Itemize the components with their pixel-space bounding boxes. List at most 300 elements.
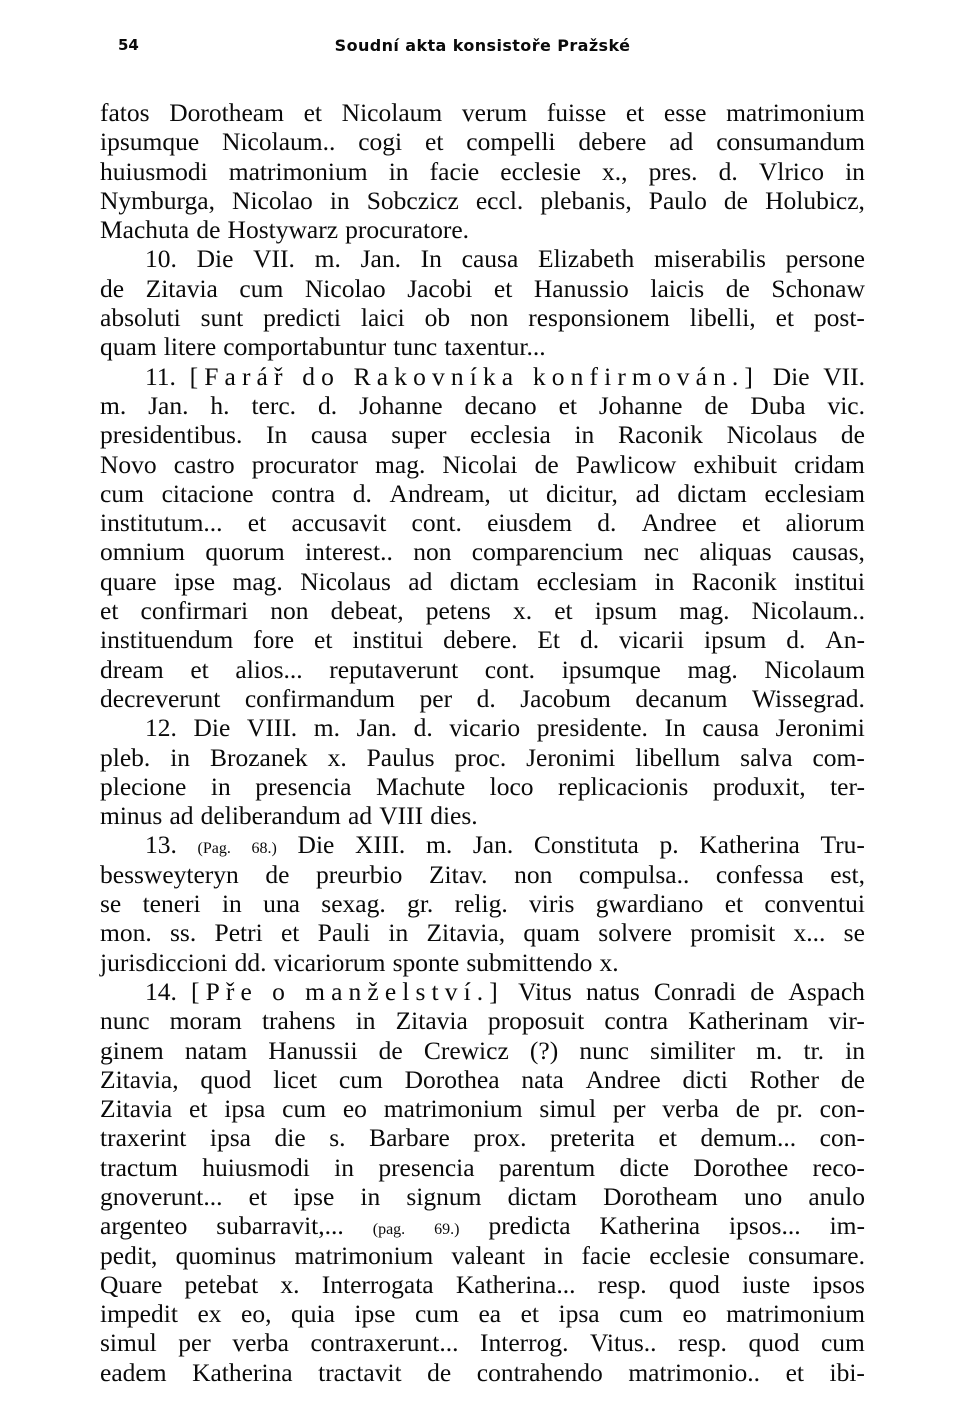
text-line [100,215,865,244]
word: Vitus.. [590,1328,657,1358]
word: confessa [715,859,804,889]
word: Hanussio [533,273,629,303]
word: persone [785,244,865,274]
word: Vitus [518,976,572,1006]
word: mag. [375,449,426,479]
word: jurisdiccioni [100,947,228,977]
text-line [100,274,865,303]
word: d. [786,625,806,655]
word: moram [169,1006,242,1036]
word: presidentibus. [100,420,243,450]
word: simul [100,1328,157,1358]
word: d. [352,478,372,508]
word: pres. [648,156,698,186]
word: plecione [100,771,187,801]
word: institui [352,625,424,655]
word: tr. [803,1035,824,1065]
word: m. [100,390,127,420]
word: m. [425,830,453,860]
word: gnoverunt... [100,1181,223,1211]
word: eo, [241,1299,272,1329]
page-number: 54 [118,36,139,54]
word: verba [662,1094,719,1124]
word: [Pře [191,976,258,1006]
word: ad [669,127,694,157]
word: Jan. [356,713,397,743]
word: ecclesia [470,420,551,450]
word: de [840,1064,865,1094]
word: matrimonium [726,1299,865,1329]
word: eadem [100,1357,167,1387]
word: proc. [454,742,507,772]
word: ad [635,478,660,508]
word: Pauli [317,918,371,948]
word: VIII. [246,713,298,743]
word: ipsa [558,1299,600,1329]
word: 13. [145,830,177,860]
word: argenteo [100,1211,188,1241]
word: in [574,420,595,450]
word: Nicolaum.. [751,596,865,626]
word: omnium [100,537,186,567]
word: alios... [235,654,303,684]
word: et [625,98,645,127]
text-line [100,948,865,977]
text-line [100,1182,865,1211]
word: mag. [679,596,730,626]
word: et [189,1094,208,1124]
word: dicte [619,1152,670,1182]
word: causas, [791,537,865,567]
word: con- [819,1094,865,1124]
word: Andree [641,508,717,538]
word: causa [702,713,760,743]
word: petens [425,596,491,626]
word: et [425,127,444,157]
word: ipsumque [561,654,661,684]
word: verum [461,98,528,127]
word: reputaverunt [329,654,459,684]
word: dictam [677,478,747,508]
word: vicario [449,713,521,743]
word: ecclesiam [536,566,638,596]
word: conventui [764,889,865,919]
text-line [100,1123,865,1152]
word: Brozanek [209,742,308,772]
word: anulo [808,1181,865,1211]
word: com- [812,742,865,772]
word: Zitavia, [100,1064,179,1094]
word: laici [360,303,405,333]
word: vir- [828,1006,865,1036]
word: Nicolai [442,449,518,479]
word: de [704,390,729,420]
word: Interrogata [321,1269,434,1299]
word: Paulus [366,742,435,772]
word: Dorotheam [169,98,284,127]
word: cum [100,478,144,508]
word: Die [193,713,231,743]
word: laicis [650,273,705,303]
word: ipsum [704,625,767,655]
word: In [420,244,442,274]
word: dicitur, [546,478,618,508]
word: ut [508,478,529,508]
word: VIII [379,801,424,831]
word: ad [169,801,194,831]
word: 68.) [251,840,277,858]
word: trahens [261,1006,336,1036]
word: gr. [407,889,434,919]
text-line [100,1299,865,1328]
word: quia [291,1299,335,1329]
word: et [280,918,300,948]
word: Die [772,361,810,391]
word: manželství.] [305,976,504,1006]
word: taxentur... [444,332,546,362]
word: uno [743,1181,783,1211]
word: et [248,1181,268,1211]
word: tractavit [318,1357,402,1387]
word: contraxerunt... [310,1328,459,1358]
word: plebanis, [540,185,632,215]
word: ea [478,1299,502,1329]
word: Zitavia [100,1094,173,1124]
word: cridam [794,449,865,479]
word: de [100,273,125,303]
word: matrimonium [726,98,865,127]
word: et [785,1357,804,1387]
word: compelli [466,127,556,157]
word: dd. [234,947,267,977]
word: h. [210,390,230,420]
word: matrimonium [294,1240,434,1270]
word: Wissegrad. [751,683,865,713]
word: XIII. [355,830,406,860]
word: et [775,303,794,333]
word: Elizabeth [538,244,635,274]
word: replicacionis [558,771,689,801]
word: Quare [100,1269,163,1299]
word: quominus [175,1240,277,1270]
text-body [100,98,865,1387]
word: cum [820,1328,865,1358]
word: Nicolao [232,185,313,215]
text-line [100,567,865,596]
word: Pawlicow [575,449,677,479]
word: reco- [812,1152,865,1182]
word: presidente. [536,713,648,743]
word: in [210,771,231,801]
text-line [100,918,865,947]
word: x. [512,596,533,626]
word: [Farář [189,361,289,391]
text-line [100,362,865,391]
text-line [100,801,865,830]
word: tunc [393,332,438,362]
word: ex [197,1299,222,1329]
word: de [735,1094,760,1124]
word: in [170,742,191,772]
word: accusavit [291,508,387,538]
word: promisit [690,918,776,948]
text-line [100,772,865,801]
word: parentum [498,1152,596,1182]
word: decano [464,390,537,420]
text-line [100,450,865,479]
word: sunt [200,303,244,333]
word: Katherina [599,1211,701,1241]
word: deliberandum [200,801,341,831]
text-line [100,977,865,1006]
word: natam [184,1035,248,1065]
word: in [388,156,409,186]
word: Zitavia [395,1006,468,1036]
word: proposuit [487,1006,585,1036]
word: Paulo [648,185,707,215]
word: se [100,889,122,919]
text-line [100,537,865,566]
word: in [845,1035,865,1065]
word: licet [273,1064,318,1094]
word: Conradi [653,976,737,1006]
word: Nicolaum [764,654,865,684]
word: Nicolaus [726,420,818,450]
word: de [427,1357,452,1387]
word: vicariorum [273,947,386,977]
word: et [724,889,744,919]
word: matrimonium [383,1094,523,1124]
word: eiusdem [487,508,573,538]
text-line [100,1211,865,1240]
word: et [190,654,209,684]
word: institutum... [100,508,223,538]
text-line [100,186,865,215]
text-line [100,508,865,537]
word: se [843,918,865,948]
word: Katherinam [688,1006,809,1036]
word: similiter [650,1035,736,1065]
word: comparencium [471,537,624,567]
word: de [725,273,750,303]
word: ter- [830,771,865,801]
word: d. [317,390,338,420]
word: non [514,859,553,889]
word: Machute [375,771,466,801]
text-line [100,1270,865,1299]
word: Andream, [389,478,491,508]
word: VII. [823,361,865,391]
word: m. [313,713,341,743]
text-line [100,596,865,625]
word: libelli, [689,303,756,333]
word: x. [599,947,619,977]
text-line [100,1328,865,1357]
word: resp. [597,1269,647,1299]
word: (pag. [372,1221,406,1239]
word: preurbio [316,859,403,889]
word: die [274,1123,306,1153]
word: consumare. [748,1240,865,1270]
word: nunc [100,1006,150,1036]
word: x... [793,918,826,948]
word: iuste [742,1269,791,1299]
text-line [100,420,865,449]
word: exhibuit [693,449,777,479]
word: consumandum [716,127,865,157]
word: comportabuntur [223,332,387,362]
word: d. [579,625,600,655]
text-line [100,1036,865,1065]
word: ipsos... [729,1211,801,1241]
word: x., [602,156,628,186]
word: eccl. [475,185,524,215]
text-line [100,157,865,186]
word: in [543,1240,564,1270]
word: cum [415,1299,459,1329]
word: ipsa [209,1123,251,1153]
word: causa [461,244,519,274]
text-line [100,625,865,654]
word: verba [232,1328,289,1358]
word: citacione [161,478,254,508]
word: est, [830,859,865,889]
word: In [266,420,288,450]
word: confirmari [140,596,249,626]
word: per [612,1094,646,1124]
word: et [558,390,577,420]
word: in [329,185,350,215]
word: ecclesie [649,1240,730,1270]
word: et [554,596,573,626]
word: Nicolao [304,273,386,303]
text-line [100,743,865,772]
word: procuratore. [345,215,470,245]
word: de [196,215,221,245]
word: instituendum [100,625,234,655]
word: et [493,273,513,303]
word: Dorothea [404,1064,500,1094]
word: contrahendo [476,1357,603,1387]
word: Petri [214,918,263,948]
word: subarravit,... [216,1211,344,1241]
word: x. [280,1269,300,1299]
word: quod [748,1328,800,1358]
text-line [100,684,865,713]
text-line [100,889,865,918]
word: valeant [451,1240,526,1270]
word: dies. [430,801,478,831]
text-line [100,860,865,889]
word: de [750,976,775,1006]
word: Die [196,244,234,274]
word: Aspach [788,976,865,1006]
word: Duba [750,390,806,420]
word: dictam [507,1181,577,1211]
word: sponte [392,947,460,977]
word: ipse [293,1181,335,1211]
word: dictam [449,566,520,596]
word: (?) [529,1035,559,1065]
text-line [100,127,865,156]
word: cum [338,1064,383,1094]
word: non [270,596,309,626]
word: demum... [700,1123,797,1153]
word: in [654,566,675,596]
text-line [100,332,865,361]
word: vic. [827,390,865,420]
word: Johanne [358,390,443,420]
word: cont. [484,654,536,684]
word: decanum [635,683,728,713]
word: vicarii [618,625,685,655]
word: cum [239,273,284,303]
word: ginem [100,1035,164,1065]
word: libellum [635,742,721,772]
text-line [100,1241,865,1270]
word: petebat [184,1269,259,1299]
word: interest.. [305,537,393,567]
word: Jeronimi [775,713,865,743]
word: castro [173,449,235,479]
text-line [100,655,865,684]
word: bessweyteryn [100,859,239,889]
word: d. [718,156,738,186]
word: confirmandum [244,683,395,713]
word: et [100,596,119,626]
word: responsionem [528,303,670,333]
word: quorum [205,537,285,567]
text-line [100,1358,865,1387]
word: huiusmodi [202,1152,310,1182]
word: non [470,303,509,333]
word: impedit [100,1299,178,1329]
text-line [100,391,865,420]
word: eo [682,1299,707,1329]
word: s. [329,1123,346,1153]
word: ss. [170,918,197,948]
text-line [100,1094,865,1123]
word: Et [537,625,561,655]
word: Andree [585,1064,661,1094]
word: sexag. [321,889,386,919]
word: Raconik [691,566,777,596]
word: Dorotheam [603,1181,718,1211]
word: cum [282,1094,327,1124]
word: 12. [145,713,177,743]
word: non [413,537,452,567]
word: m. [756,1035,783,1065]
word: de [723,185,748,215]
word: ipse [174,566,216,596]
word: quod [668,1269,720,1299]
word: 11. [145,361,176,391]
word: Die [297,830,335,860]
word: Sobczicz [366,185,459,215]
word: In [664,713,686,743]
word: in [388,918,409,948]
word: litere [163,332,217,362]
word: in [845,156,865,186]
word: aliquas [699,537,772,567]
word: Schonaw [771,273,865,303]
word: mag. [687,654,738,684]
word: fore [253,625,295,655]
word: in [334,1152,355,1182]
word: do [302,361,341,391]
running-title: Soudní akta konsistoře Pražské [334,36,631,55]
word: im- [829,1211,865,1241]
